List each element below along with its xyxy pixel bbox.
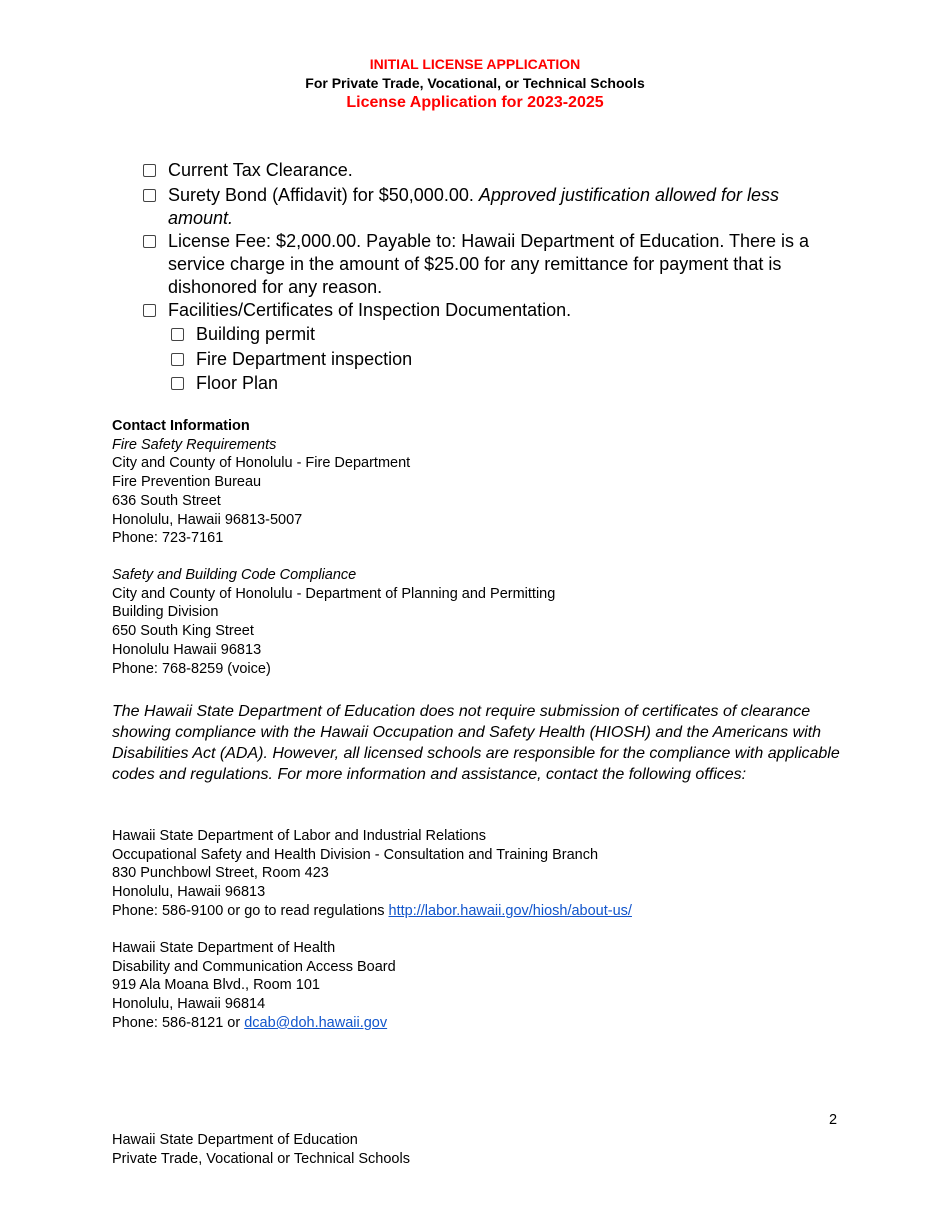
building-code-title: Safety and Building Code Compliance xyxy=(112,567,357,583)
checkbox-building-permit[interactable] xyxy=(171,328,184,341)
footer xyxy=(112,1131,410,1169)
license-fee-line-1: License Fee: $2,000.00. Payable to: Hawaii Department of Education. There is a xyxy=(168,231,810,251)
item-floor-plan: Floor Plan xyxy=(196,373,279,393)
health-office-block xyxy=(112,939,396,1033)
contact-heading: Contact Information xyxy=(112,418,250,434)
fire-line: City and County of Honolulu - Fire Department xyxy=(112,455,411,472)
fire-safety-title: Fire Safety Requirements xyxy=(112,436,277,453)
checkbox-tax-clearance[interactable] xyxy=(143,164,156,177)
contact-building-block xyxy=(112,566,555,678)
item-fire-inspection: Fire Department inspection xyxy=(196,349,413,369)
fire-line: Fire Prevention Bureau xyxy=(112,474,262,491)
labor-phone-line xyxy=(112,902,632,921)
labor-office-block xyxy=(112,827,632,921)
footer-line-1: Hawaii State Department of Education xyxy=(112,1132,358,1148)
checkbox-surety-bond[interactable] xyxy=(143,189,156,202)
item-license-fee xyxy=(168,230,809,299)
health-line: Honolulu, Hawaii 96814 xyxy=(112,996,266,1013)
license-fee-line-2: service charge in the amount of $25.00 for any remittance for payment that is xyxy=(168,254,782,274)
labor-line: Honolulu, Hawaii 96813 xyxy=(112,884,266,901)
checkbox-fire-inspection[interactable] xyxy=(171,353,184,366)
header-subtitle: For Private Trade, Vocational, or Technical Schools xyxy=(305,75,645,91)
checkbox-facilities[interactable] xyxy=(143,304,156,317)
health-line: Hawaii State Department of Health xyxy=(112,940,336,956)
checkbox-license-fee[interactable] xyxy=(143,235,156,248)
surety-bond-note-cont: amount. xyxy=(168,208,234,228)
surety-bond-note: Approved justification allowed for less xyxy=(478,185,780,205)
page-number: 2 xyxy=(829,1112,838,1128)
health-line: 919 Ala Moana Blvd., Room 101 xyxy=(112,977,320,994)
building-line: Building Division xyxy=(112,604,219,621)
hiosh-link[interactable]: http://labor.hawaii.gov/hiosh/about-us/ xyxy=(388,902,632,919)
health-phone: Phone: 586-8121 or xyxy=(112,1014,245,1031)
labor-phone: Phone: 586-9100 or go to read regulations xyxy=(112,902,389,919)
health-phone-line xyxy=(112,1014,396,1033)
checkbox-floor-plan[interactable] xyxy=(171,377,184,390)
license-fee-line-3: dishonored for any reason. xyxy=(168,277,383,297)
item-tax-clearance: Current Tax Clearance. xyxy=(168,160,353,180)
building-phone: Phone: 768-8259 (voice) xyxy=(112,660,271,677)
building-line: Honolulu Hawaii 96813 xyxy=(112,641,262,658)
surety-bond-text: Surety Bond (Affidavit) for $50,000.00. xyxy=(168,185,479,205)
building-line: City and County of Honolulu - Department of Planning and Permitting xyxy=(112,585,556,602)
header-period: License Application for 2023-2025 xyxy=(346,94,604,111)
labor-line: Hawaii State Department of Labor and Industrial Relations xyxy=(112,828,486,844)
dcab-email-link[interactable]: dcab@doh.hawaii.gov xyxy=(244,1014,388,1031)
footer-line-2: Private Trade, Vocational or Technical Schools xyxy=(112,1151,410,1167)
compliance-note: The Hawaii State Department of Education does not require submission of certificates of clearance showing compliance with the Hawaii Occupation and Safety Health (HIOSH) and the Americans with Disabilities Act (ADA). However, all licensed schools are responsible for the compliance with applicable codes and regulations. For more information and assistance, contact the following offices: xyxy=(112,703,840,783)
health-line: Disability and Communication Access Board xyxy=(112,958,396,975)
labor-line: Occupational Safety and Health Division - Consultation and Training Branch xyxy=(112,846,599,863)
building-line: 650 South King Street xyxy=(112,623,254,640)
fire-line: 636 South Street xyxy=(112,492,221,509)
labor-line: 830 Punchbowl Street, Room 423 xyxy=(112,865,329,882)
contact-fire-block xyxy=(112,417,410,548)
item-facilities: Facilities/Certificates of Inspection Documentation. xyxy=(168,300,572,320)
item-building-permit: Building permit xyxy=(196,324,316,344)
header-title: INITIAL LICENSE APPLICATION xyxy=(369,56,581,72)
fire-line: Honolulu, Hawaii 96813-5007 xyxy=(112,511,303,528)
fire-phone: Phone: 723-7161 xyxy=(112,530,224,547)
item-surety-bond xyxy=(168,184,838,230)
